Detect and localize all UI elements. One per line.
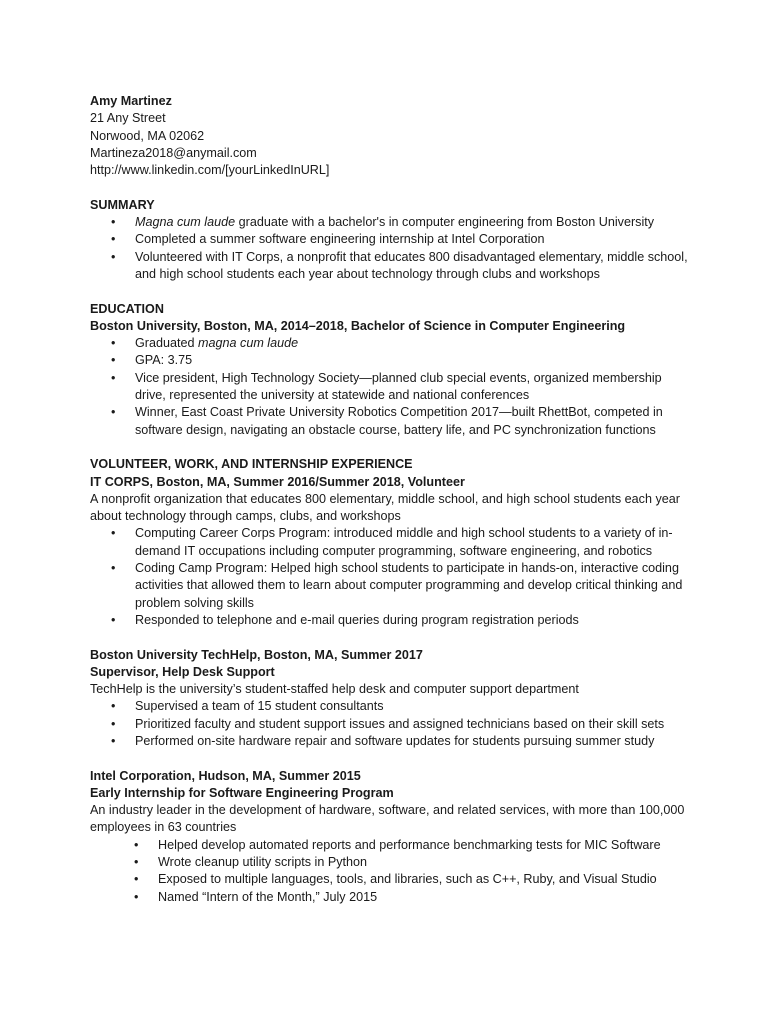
bullet-icon: • (111, 353, 116, 368)
job-title-line: Early Internship for Software Engineering Program (90, 785, 394, 800)
job-bullets (90, 837, 690, 906)
list-item (90, 871, 690, 888)
resume-page (90, 93, 690, 906)
job-org-line: Intel Corporation, Hudson, MA, Summer 2015 (90, 768, 361, 783)
bullet-icon: • (134, 872, 139, 887)
bullet-icon: • (111, 249, 116, 264)
list-item (90, 404, 690, 439)
list-item (90, 698, 690, 715)
linkedin-url: http://www.linkedin.com/[yourLinkedInURL] (90, 163, 330, 178)
list-item (90, 716, 690, 733)
bullet-icon: • (111, 526, 116, 541)
contact-block (90, 93, 690, 179)
experience-section (90, 456, 690, 906)
street-address: 21 Any Street (90, 111, 166, 126)
bullet-icon: • (134, 855, 139, 870)
list-item-text: Volunteered with IT Corps, a nonprofit that educates 800 disadvantaged elementary, middle school, and high school students each year about technology through clubs and workshops (135, 249, 688, 281)
list-item-text: Completed a summer software engineering internship at Intel Corporation (135, 232, 545, 247)
bullet-icon: • (111, 336, 116, 351)
list-item (90, 214, 690, 231)
list-item-text: Vice president, High Technology Society—planned club special events, organized membership drive, represented the university at statewide and national conferences (135, 370, 662, 403)
summary-list (90, 214, 690, 283)
list-item (90, 837, 690, 854)
job-org-line: Boston University TechHelp, Boston, MA, Summer 2017 (90, 647, 423, 662)
list-item (90, 560, 690, 612)
summary-heading: SUMMARY (90, 197, 155, 212)
emphasis-text: Magna cum laude (135, 215, 236, 230)
list-item (90, 733, 690, 750)
list-item-text: Coding Camp Program: Helped high school students to participate in hands-on, interactive coding activities that allowed them to learn about computer programming and develop critical thinking and problem solving skills (135, 561, 683, 610)
list-item (90, 889, 690, 906)
bullet-icon: • (111, 232, 116, 247)
education-list (90, 335, 690, 439)
list-item-text: Named “Intern of the Month,” July 2015 (158, 889, 378, 904)
job-description: TechHelp is the university’s student-staffed help desk and computer support department (90, 682, 579, 697)
bullet-icon: • (111, 405, 116, 420)
job-entry-it-corps (90, 474, 690, 630)
summary-section (90, 197, 690, 283)
job-bullets (90, 698, 690, 750)
job-description: A nonprofit organization that educates 800 elementary, middle school, and high school students each year about technology through camps, clubs, and workshops (90, 491, 680, 524)
education-heading: EDUCATION (90, 301, 164, 316)
bullet-icon: • (134, 837, 139, 852)
bullet-icon: • (111, 370, 116, 385)
job-entry-techhelp (90, 647, 690, 751)
person-name: Amy Martinez (90, 94, 172, 108)
list-item (90, 854, 690, 871)
job-bullets (90, 525, 690, 629)
school-line: Boston University, Boston, MA, 2014–2018, Bachelor of Science in Computer Engineering (90, 318, 626, 333)
list-item-text: Helped develop automated reports and performance benchmarking tests for MIC Software (158, 837, 661, 852)
list-item-text: Computing Career Corps Program: introduced middle and high school students to a variety of in-demand IT occupations including computer programming, software engineering, and robotics (135, 526, 673, 558)
list-item-text: GPA: 3.75 (135, 353, 193, 368)
bullet-icon: • (111, 716, 116, 731)
bullet-icon: • (111, 733, 116, 748)
list-item-text: graduate with a bachelor's in computer engineering from Boston University (235, 215, 655, 230)
job-title-line: Supervisor, Help Desk Support (90, 664, 275, 679)
list-item-text: Responded to telephone and e-mail queries during program registration periods (135, 612, 579, 627)
emphasis-text: magna cum laude (198, 336, 299, 351)
list-item-text: Exposed to multiple languages, tools, and libraries, such as C++, Ruby, and Visual Studio (158, 872, 657, 887)
list-item (90, 525, 690, 560)
education-section (90, 301, 690, 439)
list-item (90, 335, 690, 352)
list-item-text: Prioritized faculty and student support issues and assigned technicians based on their skill sets (135, 716, 665, 731)
list-item-text: Performed on-site hardware repair and software updates for students pursuing summer study (135, 733, 655, 748)
bullet-icon: • (111, 612, 116, 627)
experience-heading: VOLUNTEER, WORK, AND INTERNSHIP EXPERIENCE (90, 457, 413, 472)
list-item-text: Graduated (135, 336, 199, 351)
email-address: Martineza2018@anymail.com (90, 145, 257, 160)
bullet-icon: • (111, 699, 116, 714)
job-description: An industry leader in the development of hardware, software, and related services, with more than 100,000 employees in 63 countries (90, 803, 685, 835)
bullet-icon: • (134, 889, 139, 904)
list-item (90, 249, 690, 284)
list-item-text: Winner, East Coast Private University Robotics Competition 2017—built RhettBot, competed in software design, navigating an obstacle course, battery life, and PC synchronization functions (135, 405, 663, 437)
list-item (90, 352, 690, 369)
job-entry-intel (90, 768, 690, 906)
list-item (90, 231, 690, 248)
list-item-text: Wrote cleanup utility scripts in Python (158, 855, 368, 870)
bullet-icon: • (111, 561, 116, 576)
job-org-line: IT CORPS, Boston, MA, Summer 2016/Summer 2018, Volunteer (90, 474, 465, 489)
list-item (90, 612, 690, 629)
city-state-zip: Norwood, MA 02062 (90, 128, 205, 143)
bullet-icon: • (111, 215, 116, 230)
list-item (90, 370, 690, 405)
list-item-text: Supervised a team of 15 student consultants (135, 699, 384, 714)
